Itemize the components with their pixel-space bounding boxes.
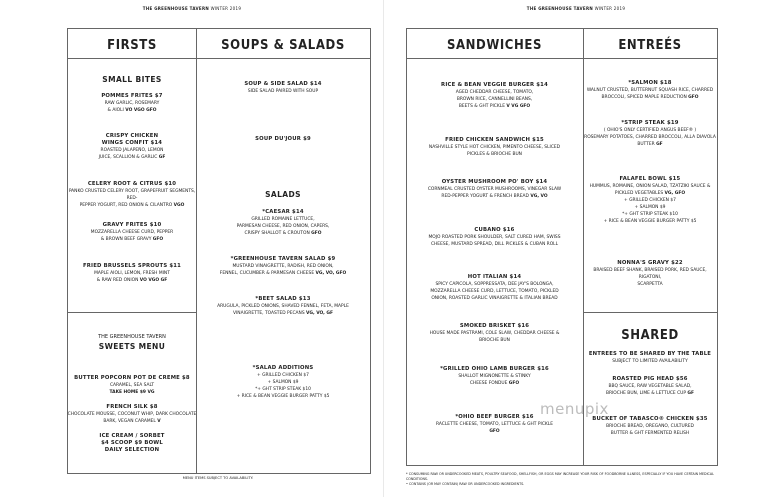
menu-item-soup-side-salad: SOUP & SIDE SALAD $14 SIDE SALAD PAIRED WITH SOUP xyxy=(244,81,322,94)
menu-item-gravy-frites: GRAVY FRITES $10 MOZZARELLA CHEESE CURD, PEPPER & BROWN BEEF GRAVY GFO xyxy=(90,222,174,242)
availability-note: MENU ITEMS SUBJECT TO AVAILABILITY. xyxy=(182,476,254,480)
menu-item-french-silk: FRENCH SILK $8 CHOCOLATE MOUSSE, COCONUT WHIP, DARK CHOCOLATE BARK, VEGAN CARAMEL V xyxy=(67,404,197,424)
page-header: THE GREENHOUSE TAVERN WINTER 2019 xyxy=(526,6,626,11)
title-rule xyxy=(406,58,717,59)
menu-item-nonnas-gravy: NONNA'S GRAVY $22 BRAISED BEEF SHANK, BRAISED PORK, RED SAUCE, RIGATONI, SCARPETTA xyxy=(593,260,707,287)
title-rule xyxy=(67,58,370,59)
page-header: THE GREENHOUSE TAVERN WINTER 2019 xyxy=(142,6,242,11)
watermark: menupix xyxy=(540,400,609,418)
menu-item-hot-italian: HOT ITALIAN $14 SPICY CAPICOLA, SOPPRESSATA, DEE JAY'S BOLONGA, MOZZARELLA CHEESE CURD, LETTUCE, TOMATO, PICKLED ONION, ROASTED GARLIC VINAIGRETTE & ITALIAN BREAD xyxy=(430,274,559,301)
salad-additions: *SALAD ADDITIONS + GRILLED CHICKEN $7 + SALMON $9 *+ GHT STRIP STEAK $10 + RICE & BEAN VEGGIE BURGER PATTY $5 xyxy=(236,365,330,399)
sandwiches-title: SANDWICHES xyxy=(446,38,542,53)
shared-title: SHARED xyxy=(621,328,679,343)
soups-title: SOUPS & SALADS xyxy=(221,38,345,53)
menu-item-crispy-chicken-wings: CRISPY CHICKEN WINGS CONFIT $14 ROASTED JALAPEÑO, LEMON JUICE, SCALLION & GARLIC GF xyxy=(98,133,166,160)
menu-item-fried-brussels-sprouts: FRIED BRUSSELS SPROUTS $11 MAPLE AIOLI, LEMON, FRESH MINT & RAW RED ONION VO VGO GF xyxy=(82,263,182,283)
firsts-title: FIRSTS xyxy=(107,38,157,53)
menu-item-celery-root: CELERY ROOT & CITRUS $10 PANKO CRUSTED CELERY ROOT, GRAPEFRUIT SEGMENTS, RED- PEPPER YOGURT, RED ONION & CILANTRO VGO xyxy=(68,181,196,208)
footnotes: * CONSUMING RAW OR UNDERCOOKED MEATS, POULTRY SEAFOOD, SHELLFISH, OR EGGS MAY INCREASE YOUR RISK OF FOODBORNE ILLNESS, ESPECIALLY IF YOU HAVE CERTAIN MEDICAL CONDITIONS. • CONTAINS (OR MAY CONTAIN) RAW OR UNDERCOOKED INGREDIENTS. xyxy=(406,472,714,486)
menu-item-greenhouse-salad: *GREENHOUSE TAVERN SALAD $9 MUSTARD VINAIGRETTE, RADISH, RED ONION, FENNEL, CUCUMBER & PARMESAN CHEESE VG, VO, GFO xyxy=(219,256,347,276)
shared-intro: ENTREES TO BE SHARED BY THE TABLE SUBJECT TO LIMITED AVAILABILITY xyxy=(588,351,712,364)
shared-rule xyxy=(583,312,717,313)
menu-item-salmon: *SALMON $18 WALNUT CRUSTED, BUTTERNUT SQUASH RICE, CHARRED BROCCOLI, SPICED MAPLE REDUCTION GFO xyxy=(586,80,714,100)
menu-item-tabasco-chicken: BUCKET OF TABASCO® CHICKEN $35 BRIOCHE BREAD, OREGANO, CULTURED BUTTER & GHT FERMENTED RELISH xyxy=(592,416,708,436)
menu-item-fried-chicken-sandwich: FRIED CHICKEN SANDWICH $15 NASHVILLE STYLE HOT CHICKEN, PIMENTO CHEESE, SLICED PICKLES & BRIOCHE BUN xyxy=(428,137,561,157)
sweets-rule xyxy=(67,312,197,313)
menu-item-lamb-burger: *GRILLED OHIO LAMB BURGER $16 SHALLOT MIGNONETTE & STINKY CHEESE FONDUE GFO xyxy=(440,366,549,386)
menu-item-strip-steak: *STRIP STEAK $19 ( OHIO'S ONLY CERTIFIED ANGUS BEEF® ) ROSEMARY POTATOES, CHARRED BROCCOLI, ALLA DIAVOLA BUTTER GF xyxy=(584,120,716,147)
menu-item-falafel-bowl: FALAFEL BOWL $15 HUMMUS, ROMAINE, ONION SALAD, TZATZIKI SAUCE & PICKLED VEGETABLES VG, GFO + GRILLED CHICKEN $7 + SALMON $9 *+ GHT STRIP STEAK $10 + RICE & BEAN VEGGIE BURGER PATTY $5 xyxy=(589,176,711,224)
salads-title: SALADS xyxy=(265,190,301,199)
menu-item-smoked-brisket: SMOKED BRISKET $16 HOUSE MADE PASTRAMI, COLE SLAW, CHEDDAR CHEESE & BRIOCHE BUN xyxy=(429,323,560,343)
small-bites-title: SMALL BITES xyxy=(102,75,162,84)
menu-item-popcorn-pot-de-creme: BUTTER POPCORN POT DE CREME $8 CARAMEL, SEA SALT TAKE HOME $9 VG xyxy=(74,375,190,395)
menu-item-ohio-beef-burger: *OHIO BEEF BURGER $16 RACLETTE CHEESE, TOMATO, LETTUCE & GHT PICKLE GFO xyxy=(436,414,553,434)
menu-item-ice-cream-sorbet: ICE CREAM / SORBET $4 SCOOP $9 BOWL DAILY SELECTION xyxy=(99,433,165,453)
menu-item-beet-salad: *BEET SALAD $13 ARUGULA, PICKLED ONIONS, SHAVED FENNEL, FETA, MAPLE VINAIGRETTE, TOASTED PECANS VG, VO, GF xyxy=(217,296,349,316)
sweets-title: THE GREENHOUSE TAVERN SWEETS MENU xyxy=(98,334,166,351)
menu-item-oyster-po-boy: OYSTER MUSHROOM PO' BOY $14 CORNMEAL CRUSTED OYSTER MUSHROOMS, VINEGAR SLAW RED-PEPPER YOGURT & FRENCH BREAD VG, VO xyxy=(427,179,562,199)
menu-item-pommes-frites: POMMES FRITES $7 RAW GARLIC, ROSEMARY & AIOLI VO VGO GFO xyxy=(101,93,163,113)
menu-item-veggie-burger: RICE & BEAN VEGGIE BURGER $14 AGED CHEDDAR CHEESE, TOMATO, BROWN RICE, CANNELLINI BEANS, BEETS & GHT PICKLE V VG GFO xyxy=(441,82,548,109)
menu-item-cubano: CUBANO $16 MOJO ROASTED PORK SHOULDER, SALT CURED HAM, SWISS CHEESE, MUSTARD SPREAD, DILL PICKLES & CUBAN ROLL xyxy=(428,227,561,247)
menu-item-caesar: *CAESAR $14 GRILLED ROMAINE LETTUCE, PARMESAN CHEESE, RED ONION, CAPERS, CRISPY SHALLOT & CROUTON GFO xyxy=(236,209,330,236)
entrees-title: ENTREÉS xyxy=(618,38,682,53)
menu-page-right xyxy=(384,0,768,497)
menu-item-roasted-pig-head: ROASTED PIG HEAD $56 BBQ SAUCE, RAW VEGETABLE SALAD, BRIOCHE BUN, LIME & LETTUCE CUP GF xyxy=(605,376,695,396)
menu-item-soup-du-jour: SOUP DU'JOUR $9 xyxy=(255,136,311,142)
